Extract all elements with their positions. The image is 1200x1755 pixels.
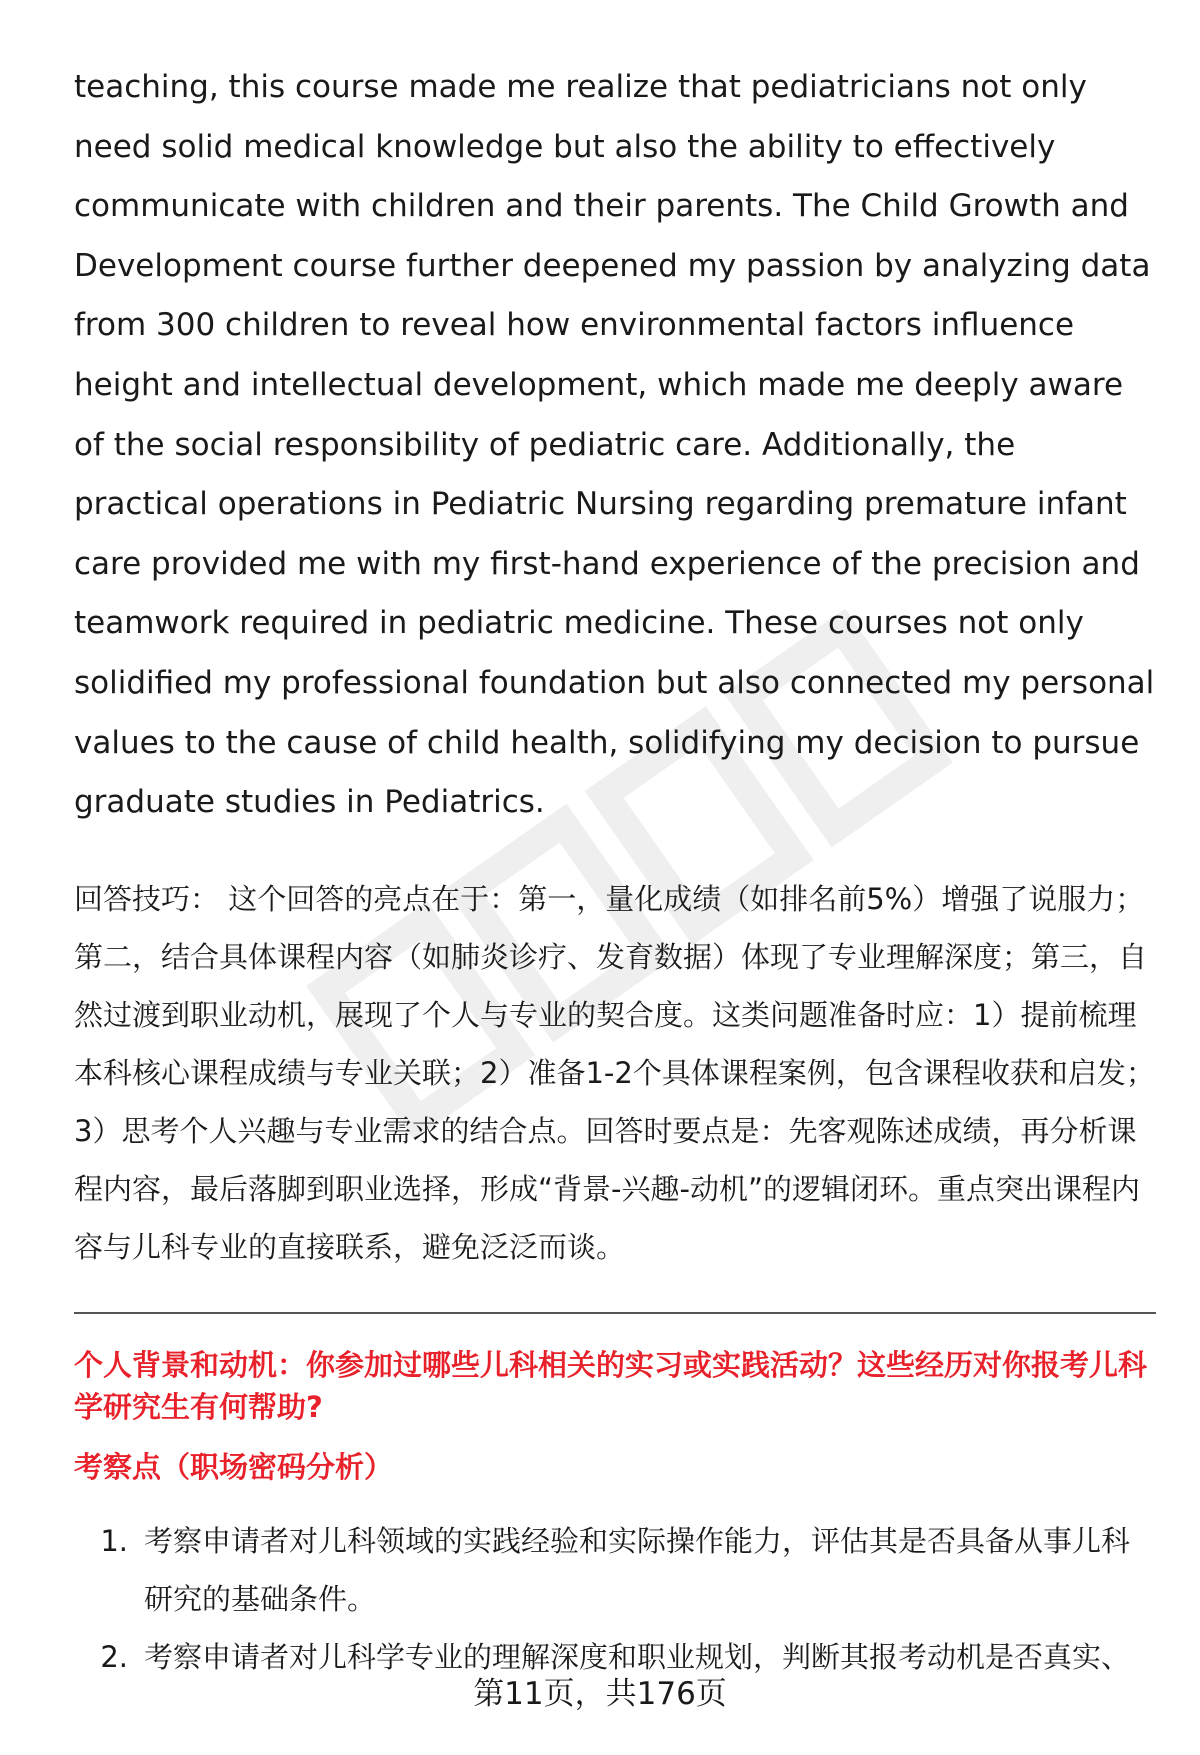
page-footer: 第11页，共176页 xyxy=(473,1676,727,1712)
list-item-text: 考察申请者对儿科学专业的理解深度和职业规划，判断其报考动机是否真实、 xyxy=(144,1639,1131,1674)
question-heading: 个人背景和动机：你参加过哪些儿科相关的实习或实践活动？这些经历对你报考儿科学研究生有何帮助? xyxy=(74,1347,1148,1424)
list-item-number: 2. xyxy=(100,1639,128,1674)
section-divider xyxy=(74,1312,1156,1314)
list-item-text: 考察申请者对儿科领域的实践经验和实际操作能力，评估其是否具备从事儿科研究的基础条件。 xyxy=(144,1523,1131,1616)
examination-points-list xyxy=(74,1512,1156,1686)
body-paragraph-english: teaching, this course made me realize that pediatricians not only need solid medical knowledge but also the ability to effectively communicate with children and their parents. The Child Growth and Development course further deepened my passion by analyzing data from 300 children to reveal how environmental factors influence height and intellectual development, which made me deeply aware of the social responsibility of pediatric care. Additionally, the practical operations in Pediatric Nursing regarding premature infant care provided me with my first-hand experience of the precision and teamwork required in pediatric medicine. These courses not only solidified my professional foundation but also connected my personal values to the cause of child health, solidifying my decision to pursue graduate studies in Pediatrics. xyxy=(74,69,1155,821)
list-item-number: 1. xyxy=(100,1523,128,1558)
answer-tips-paragraph: 回答技巧： 这个回答的亮点在于：第一，量化成绩（如排名前5%）增强了说服力；第二，结合具体课程内容（如肺炎诊疗、发育数据）体现了专业理解深度；第三，自然过渡到职业动机，展现了个人与专业的契合度。这类问题准备时应：1）提前梳理本科核心课程成绩与专业关联；2）准备1-2个具体课程案例，包含课程收获和启发；3）思考个人兴趣与专业需求的结合点。回答时要点是：先客观陈述成绩，再分析课程内容，最后落脚到职业选择，形成“背景-兴趣-动机”的逻辑闭环。重点突出课程内容与儿科专业的直接联系，避免泛泛而谈。 xyxy=(74,881,1155,1264)
examination-points-heading: 考察点（职场密码分析） xyxy=(74,1449,394,1484)
page-content xyxy=(74,58,1156,1686)
list-item xyxy=(74,1512,1156,1628)
